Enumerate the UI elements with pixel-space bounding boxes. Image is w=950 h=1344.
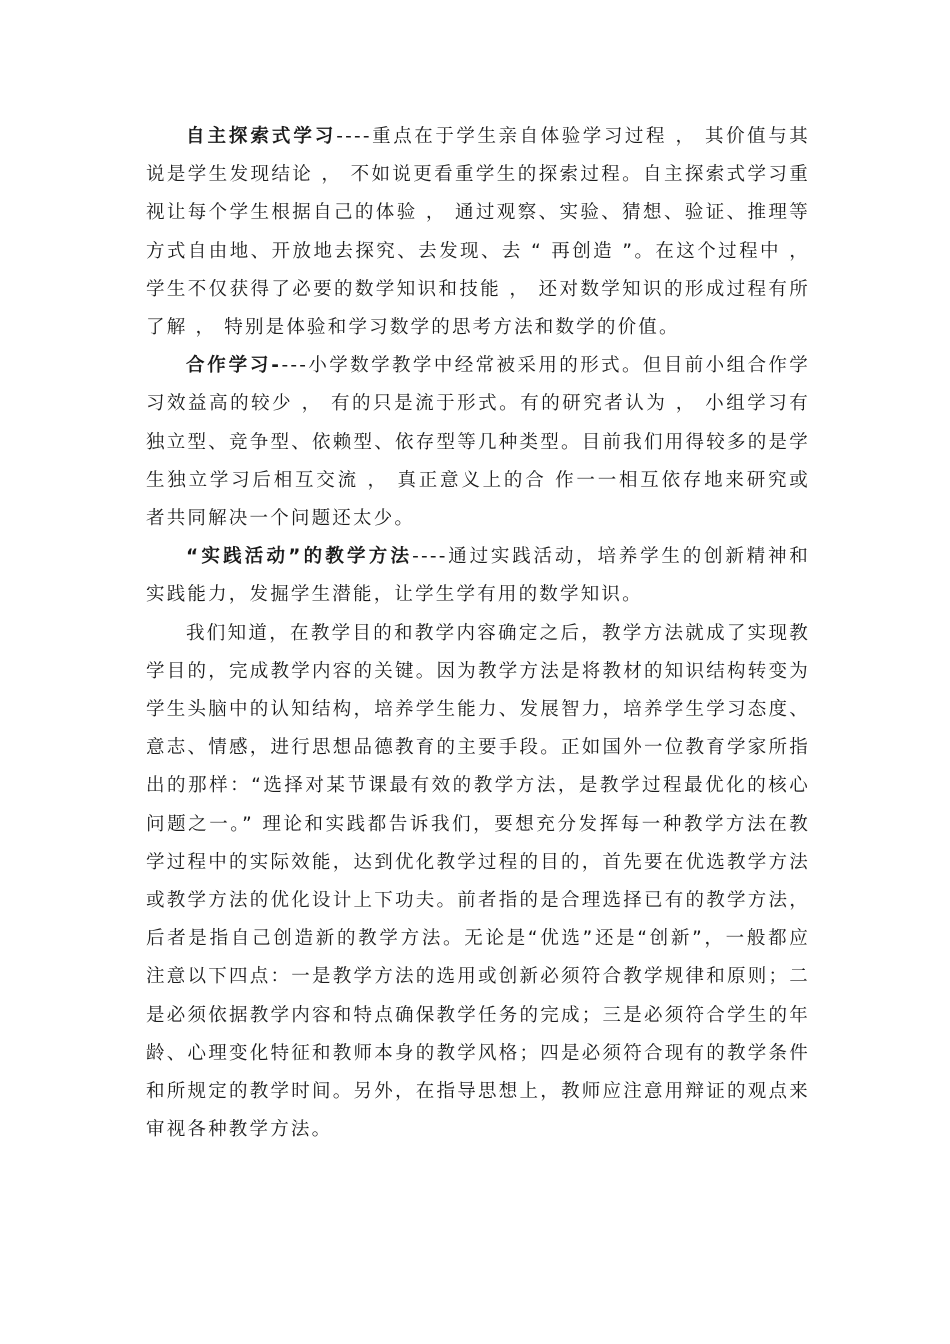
paragraph-cooperative-learning: [146, 347, 810, 538]
document-body: [146, 118, 810, 1149]
paragraph-practice-activity: [146, 538, 810, 614]
paragraph-teaching-methods: [146, 615, 810, 1150]
paragraph-self-exploration: [146, 118, 810, 347]
paragraph-text: ----重点在于学生亲自体验学习过程 ， 其价值与其说是学生发现结论 ， 不如说更看重学生的探索过程。自主探索式学习重视让每个学生根据自己的体验 ， 通过观察、实验、猜想、验证、推理等方式自由地、开放地去探究、去发现、去 “ 再创造 ”。在这个过程中 ， 学生不仅获得了必要的数学知识和技能 ， 还对数学知识的形成过程有所了解 ， 特别是体验和学习数学的思考方法和数学的价值。: [146, 126, 810, 339]
paragraph-text: ---小学数学教学中经常被采用的形式。但目前小组合作学习效益高的较少 ， 有的只是流于形式。有的研究者认为 ， 小组学习有独立型、竞争型、依赖型、依存型等几种类型。目前我们用得较多的是学生独立学习后相互交流 ， 真正意义上的合 作一一相互依存地来研究或者共同解决一个问题还太少。: [146, 355, 810, 530]
paragraph-text: 我们知道，在教学目的和教学内容确定之后，教学方法就成了实现教学目的，完成教学内容的关键。因为教学方法是将教材的知识结构转变为学生头脑中的认知结构，培养学生能力、发展智力，培养学生学习态度、意志、情感，进行思想品德教育的主要手段。正如国外一位教育学家所指出的那样：“选择对某节课最有效的教学方法，是教学过程最优化的核心问题之一。” 理论和实践都告诉我们，要想充分发挥每一种教学方法在教学过程中的实际效能，达到优化教学过程的目的，首先要在优选教学方法或教学方法的优化设计上下功夫。前者指的是合理选择已有的教学方法，后者是指自己创造新的教学方法。无论是“优选”还是“创新”，一般都应注意以下四点：一是教学方法的选用或创新必须符合教学规律和原则；二是必须依据教学内容和特点确保教学任务的完成；三是必须符合学生的年龄、心理变化特征和教师本身的教学风格；四是必须符合现有的教学条件和所规定的教学时间。另外，在指导思想上，教师应注意用辩证的观点来审视各种教学方法。: [146, 622, 810, 1141]
paragraph-heading: 自主探索式学习: [186, 126, 337, 147]
paragraph-heading: “实践活动”的教学方法: [186, 546, 413, 568]
paragraph-text: ----通过实践活动，培养学生的创新精神和实践能力，发掘学生潜能，让学生学有用的数学知识。: [146, 546, 811, 606]
paragraph-heading: 合作学习-: [186, 355, 282, 377]
